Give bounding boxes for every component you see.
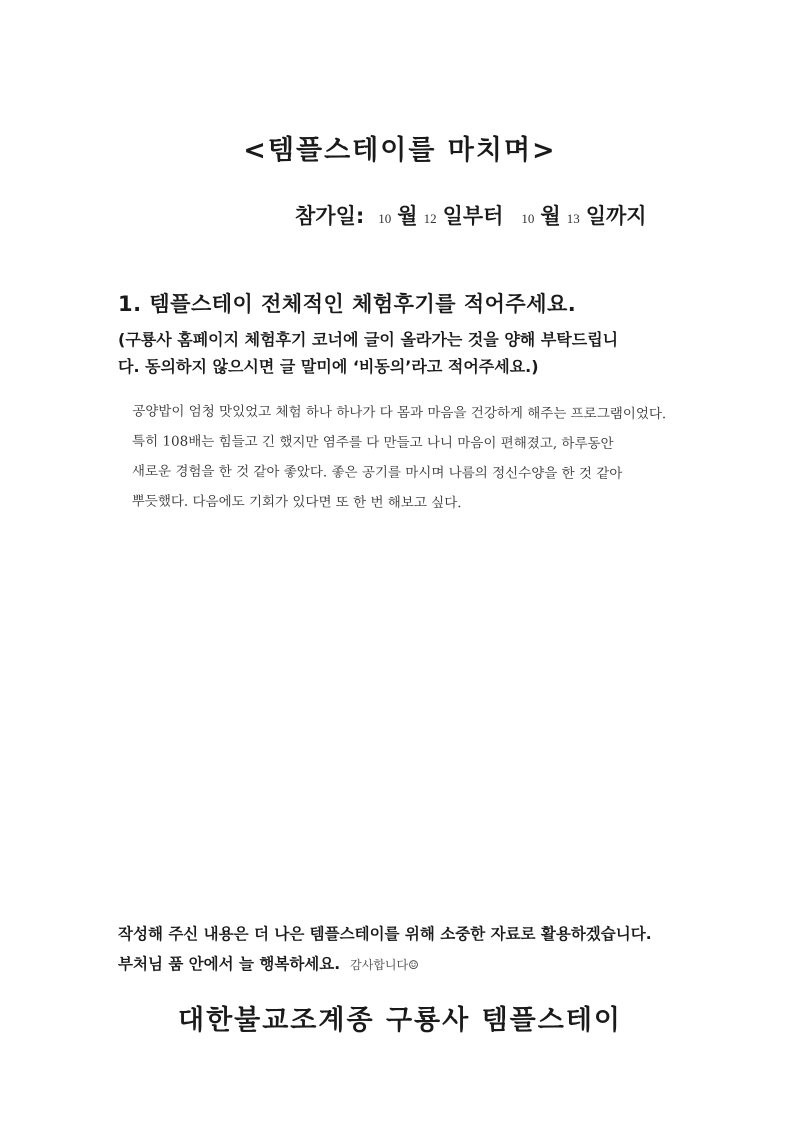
answer-line: 특히 108배는 힘들고 긴 했지만 염주를 다 만들고 나니 마음이 편해졌고, 하루동안 — [132, 433, 614, 452]
question-1-note-line2: 다. 동의하지 않으시면 글 말미에 ‘비동의’라고 적어주세요.) — [118, 357, 539, 376]
answer-line: 뿌듯했다. 다음에도 기회가 있다면 또 한 번 해보고 싶다. — [131, 493, 462, 512]
end-day-value: 13 — [566, 211, 580, 226]
question-1-title: 1. 템플스테이 전체적인 체험후기를 적어주세요. — [118, 292, 577, 316]
start-day-value: 12 — [423, 211, 437, 226]
handwritten-answer — [132, 396, 753, 519]
question-1-note — [118, 326, 698, 380]
participation-label: 참가일: — [295, 204, 365, 228]
question-1-note-line1: (구룡사 홈페이지 체험후기 코너에 글이 올라가는 것을 양해 부탁드립니 — [118, 330, 619, 349]
thanks-line-1: 작성해 주신 내용은 더 나은 템플스테이를 위해 소중한 자료로 활용하겠습니다. — [118, 925, 652, 943]
from-label: 일부터 — [442, 204, 504, 228]
start-month-unit: 월 — [397, 204, 418, 228]
to-label: 일까지 — [585, 204, 647, 228]
thanks-line-2: 부처님 품 안에서 늘 행복하세요. — [118, 955, 341, 973]
end-month-unit: 월 — [540, 204, 561, 228]
handwritten-thanks: 감사합니다☺ — [350, 958, 419, 972]
start-month-value: 10 — [378, 211, 392, 226]
organization-name: 대한불교조계종 구룡사 템플스테이 — [177, 1005, 623, 1036]
thanks-line-2-row — [118, 952, 419, 974]
answer-line: 공양밥이 엄청 맛있었고 체험 하나 하나가 다 몸과 마음을 건강하게 해주는 프로그램이었다. — [132, 403, 667, 423]
page-title: <템플스테이를 마치며> — [243, 135, 557, 166]
answer-line: 새로운 경험을 한 것 같아 좋았다. 좋은 공기를 마시며 나름의 정신수양을 한 것 같아 — [131, 463, 623, 482]
participation-dates — [295, 200, 647, 230]
end-month-value: 10 — [521, 211, 535, 226]
